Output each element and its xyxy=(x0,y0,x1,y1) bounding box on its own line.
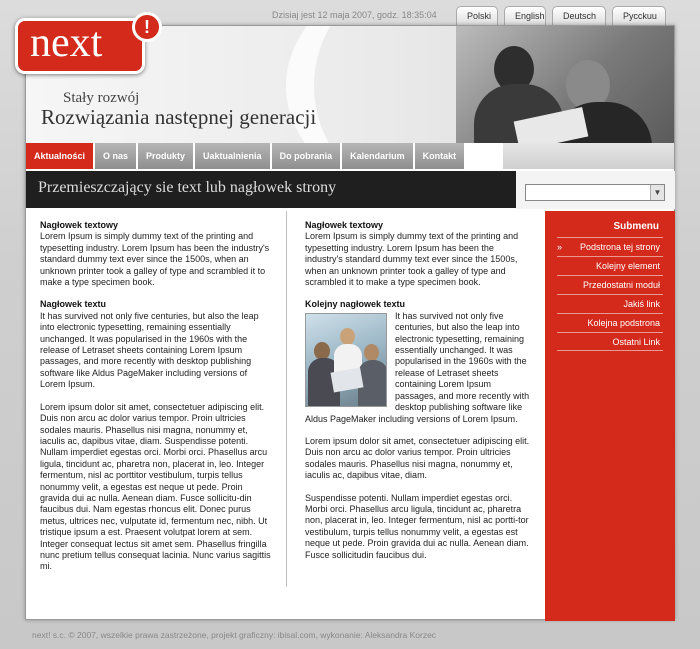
logo[interactable] xyxy=(15,18,145,74)
right-heading-1: Nagłowek textowy xyxy=(305,220,384,230)
left-paragraph-2: It has survived not only five centuries, but also the leap into electronic typesetting, remaining essentially unchanged. It was popularised in the 1960s with the release of Letraset sheets containing Lorem Ipsum passages, and more recently with desktop publishing software like Aldus PageMaker including versions of Lorem Ipsum. xyxy=(40,310,259,390)
business-people-photo xyxy=(305,313,387,407)
left-heading-2: Nagłowek textu xyxy=(40,299,107,310)
nav-do-pobrania[interactable]: Do pobrania xyxy=(272,143,343,169)
submenu-item-przedostatni[interactable] xyxy=(557,275,663,294)
nav-produkty[interactable]: Produkty xyxy=(138,143,195,169)
nav-aktualnosci[interactable]: Aktualności xyxy=(26,143,95,169)
submenu-item-kolejna-podstrona[interactable] xyxy=(557,313,663,332)
right-paragraph-1: Lorem Ipsum is simply dummy text of the printing and typesetting industry. Lorem Ipsum has been the industry's standard dummy text ever since the 1500s, when an unknown printer took a galley of type and scrambled it to make a type specimen book. xyxy=(305,231,519,288)
submenu-item-label: Przedostatni moduł xyxy=(582,280,660,290)
title-bar xyxy=(26,171,516,208)
nav-uaktualnienia[interactable]: Uaktualnienia xyxy=(195,143,272,169)
logo-text: next xyxy=(30,20,103,66)
submenu-sidebar xyxy=(545,211,675,621)
language-switcher xyxy=(456,6,666,26)
submenu-item-label: Ostatni Link xyxy=(612,337,660,347)
submenu-item-label: Jakiś link xyxy=(623,299,660,309)
right-paragraph-4: Suspendisse potenti. Nullam imperdiet egestas orci. Morbi orci. Phasellus arcu ligula, tincidunt ac, pharetra non, placerat in, leo. Integer fermentum, nisl ac portti-tor vestibulum, turpis tellus nonummy velit, a egestas est neque ut pede. Proin gravida dui ac nulla. Aenean diam. Fusce sollicitudin faucibus dui. xyxy=(305,492,529,560)
right-paragraph-2: It has survived not only five centuries, but also the leap into electronic typesetting, remaining essentially unchanged. It was popularised in the 1960s with the release of Letraset sheets containing Lorem Ipsum passages, and more recently with desktop publishing software like Aldus PageMaker including versions of Lorem Ipsum. xyxy=(305,310,530,424)
lang-polski[interactable]: Polski xyxy=(456,6,498,26)
right-heading-2: Kolejny nagłowek textu xyxy=(305,299,406,310)
nav-o-nas[interactable]: O nas xyxy=(95,143,138,169)
page-heading: Przemieszczający sie text lub nagłowek strony xyxy=(38,179,337,196)
left-paragraph-1: Lorem Ipsum is simply dummy text of the printing and typesetting industry. Lorem Ipsum has been the industry's standard dummy text ever since the 1500s, when an unknown printer took a galley of type and scrambled it to make a type specimen book. xyxy=(40,231,270,288)
left-heading-1: Nagłowek textowy xyxy=(40,220,119,230)
submenu-title: Submenu xyxy=(613,221,659,232)
lang-deutsch[interactable]: Deutsch xyxy=(552,6,606,26)
nav-kontakt[interactable]: Kontakt xyxy=(415,143,467,169)
double-arrow-icon: » xyxy=(557,242,563,252)
content-column-right xyxy=(305,220,533,561)
main-nav xyxy=(26,143,466,169)
nav-filler xyxy=(503,143,674,169)
chevron-down-icon[interactable]: ▼ xyxy=(650,185,664,200)
lang-english[interactable]: English xyxy=(504,6,546,26)
content-column-left xyxy=(40,220,272,573)
submenu-item-kolejny-element[interactable] xyxy=(557,256,663,275)
submenu-item-jakis-link[interactable] xyxy=(557,294,663,313)
header-photo xyxy=(456,26,674,143)
nav-kalendarium[interactable]: Kalendarium xyxy=(342,143,415,169)
tagline-small: Stały rozwój xyxy=(63,90,140,106)
footer: next! s.c. © 2007, wszelkie prawa zastrzeżone, projekt graficzny: ibisal.com, wykonanie: Aleksandra Korzec xyxy=(32,630,437,640)
right-paragraph-3: Lorem ipsum dolor sit amet, consectetuer adipiscing elit. Duis non arcu ac dolor varius tempor. Proin ultricies sodales mauris. Phasellus nisi magna, nonummy et, iaculis ac, dapibus vitae, diam. xyxy=(305,435,530,481)
dropdown-select[interactable] xyxy=(525,184,665,201)
submenu-item-podstrona[interactable] xyxy=(557,237,663,256)
logo-exclamation-icon: ! xyxy=(132,12,162,42)
column-divider xyxy=(286,211,287,587)
submenu-item-label: Podstrona tej strony xyxy=(579,242,660,252)
submenu-item-ostatni-link[interactable] xyxy=(557,332,663,351)
submenu-item-label: Kolejna podstrona xyxy=(587,318,660,328)
left-paragraph-3: Lorem ipsum dolor sit amet, consectetuer adipiscing elit. Duis non arcu ac dolor varius tempor. Proin ultricies sodales mauris. Phasellus nisi magna, nonummy et, iaculis ac, dapibus vitae, diam. Suspendisse potenti. Nullam imperdiet egestas orci. Morbi orci. Phasellus arcu ligula, tincidunt ac, pharetra non, placerat in, leo. Integer fermentum, nisl ac porttitor vestibulum, turpis tellus nonummy velit, a egestas est neque ut pede. Proin gravida dui ac nulla. Aenean diam. Fusce sollicitu-din faucibus dui. Nam egestas rhoncus elit. Donec purus metus, ultrices nec, vulputate id, fermentum nec, nibh. Ut tristique ipsum a est. Praesent volutpat lorem at sem. Integer consequat lectus sit amet sem. Phasellus fringilla nunc pretium tellus consequat lacinia. Nunc varius sagittis mi. xyxy=(40,401,271,572)
tagline-large: Rozwiązania następnej generacji xyxy=(41,105,317,129)
date-time: Dzisiaj jest 12 maja 2007, godz. 18:35:04 xyxy=(272,10,437,20)
lang-russian[interactable]: Pусckuu xyxy=(612,6,666,26)
submenu-item-label: Kolejny element xyxy=(595,261,660,271)
